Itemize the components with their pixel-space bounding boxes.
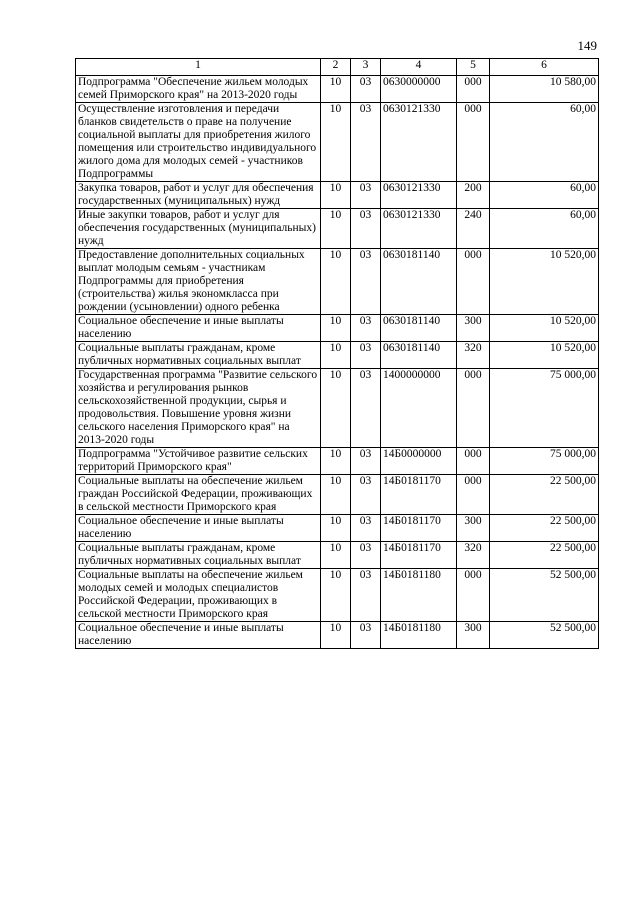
row-subsection: 03 [351,515,381,542]
row-section: 10 [321,209,351,249]
row-amount: 10 520,00 [490,342,599,369]
row-target: 0630000000 [381,76,457,103]
table-row [76,475,599,515]
table-row [76,315,599,342]
row-expense-type: 000 [457,103,490,182]
row-expense-type: 000 [457,448,490,475]
row-target: 1400000000 [381,369,457,448]
table-row [76,249,599,315]
row-subsection: 03 [351,342,381,369]
row-amount: 75 000,00 [490,448,599,475]
row-section: 10 [321,542,351,569]
row-expense-type: 000 [457,369,490,448]
row-expense-type: 000 [457,76,490,103]
row-subsection: 03 [351,542,381,569]
table-row [76,369,599,448]
row-target: 14Б0181180 [381,622,457,649]
row-subsection: 03 [351,448,381,475]
budget-table [75,58,599,649]
row-name: Социальное обеспечение и иные выплаты населению [76,515,321,542]
row-subsection: 03 [351,369,381,448]
row-section: 10 [321,622,351,649]
row-section: 10 [321,475,351,515]
table-row [76,542,599,569]
header-col-2: 2 [321,59,351,76]
row-amount: 75 000,00 [490,369,599,448]
row-section: 10 [321,369,351,448]
row-section: 10 [321,515,351,542]
row-target: 0630121330 [381,182,457,209]
row-expense-type: 300 [457,515,490,542]
page-number: 149 [577,38,597,53]
row-subsection: 03 [351,315,381,342]
row-expense-type: 000 [457,475,490,515]
header-col-6: 6 [490,59,599,76]
row-amount: 60,00 [490,103,599,182]
header-col-1: 1 [76,59,321,76]
row-target: 14Б0181170 [381,542,457,569]
row-name: Государственная программа "Развитие сельского хозяйства и регулирования рынков сельскохозяйственной продукции, сырья и продовольствия. Повышение уровня жизни сельского населения Приморского края" на 2013-2020 годы [76,369,321,448]
row-subsection: 03 [351,209,381,249]
row-expense-type: 300 [457,622,490,649]
row-expense-type: 200 [457,182,490,209]
row-target: 14Б0181170 [381,475,457,515]
row-amount: 60,00 [490,182,599,209]
row-amount: 10 520,00 [490,315,599,342]
row-section: 10 [321,103,351,182]
row-section: 10 [321,569,351,622]
row-expense-type: 000 [457,569,490,622]
row-target: 14Б0000000 [381,448,457,475]
row-subsection: 03 [351,569,381,622]
row-name: Социальные выплаты на обеспечение жильем граждан Российской Федерации, проживающих в сельской местности Приморского края [76,475,321,515]
row-target: 0630181140 [381,342,457,369]
row-section: 10 [321,182,351,209]
row-expense-type: 320 [457,542,490,569]
header-col-4: 4 [381,59,457,76]
row-name: Социальные выплаты гражданам, кроме публичных нормативных социальных выплат [76,542,321,569]
row-section: 10 [321,448,351,475]
row-amount: 22 500,00 [490,515,599,542]
row-name: Предоставление дополнительных социальных выплат молодым семьям - участникам Подпрограммы для приобретения (строительства) жилья экономкласса при рождении (усыновлении) одного ребенка [76,249,321,315]
header-row [76,59,599,76]
row-name: Иные закупки товаров, работ и услуг для обеспечения государственных (муниципальных) нужд [76,209,321,249]
row-amount: 22 500,00 [490,475,599,515]
table-row [76,622,599,649]
row-amount: 10 520,00 [490,249,599,315]
header-col-3: 3 [351,59,381,76]
table-row [76,76,599,103]
row-name: Социальные выплаты на обеспечение жильем молодых семей и молодых специалистов Российской Федерации, проживающих в сельской местности Приморского края [76,569,321,622]
row-name: Социальные выплаты гражданам, кроме публичных нормативных социальных выплат [76,342,321,369]
table-row [76,448,599,475]
row-target: 14Б0181170 [381,515,457,542]
table-row [76,342,599,369]
row-section: 10 [321,249,351,315]
row-amount: 52 500,00 [490,622,599,649]
table-row [76,569,599,622]
row-name: Социальное обеспечение и иные выплаты населению [76,622,321,649]
row-name: Подпрограмма "Устойчивое развитие сельских территорий Приморского края" [76,448,321,475]
row-subsection: 03 [351,249,381,315]
row-amount: 52 500,00 [490,569,599,622]
header-col-5: 5 [457,59,490,76]
row-target: 14Б0181180 [381,569,457,622]
row-expense-type: 320 [457,342,490,369]
row-expense-type: 240 [457,209,490,249]
row-target: 0630121330 [381,209,457,249]
row-amount: 22 500,00 [490,542,599,569]
row-section: 10 [321,315,351,342]
row-target: 0630181140 [381,249,457,315]
row-amount: 10 580,00 [490,76,599,103]
row-name: Закупка товаров, работ и услуг для обеспечения государственных (муниципальных) нужд [76,182,321,209]
row-section: 10 [321,342,351,369]
row-target: 0630121330 [381,103,457,182]
row-name: Социальное обеспечение и иные выплаты населению [76,315,321,342]
row-expense-type: 000 [457,249,490,315]
table-row [76,515,599,542]
row-name: Осуществление изготовления и передачи бланков свидетельств о праве на получение социальной выплаты для приобретения жилого помещения или строительство индивидуального жилого дома для молодых семей - участников Подпрограммы [76,103,321,182]
table-row [76,209,599,249]
row-subsection: 03 [351,622,381,649]
row-amount: 60,00 [490,209,599,249]
row-section: 10 [321,76,351,103]
table-row [76,103,599,182]
row-target: 0630181140 [381,315,457,342]
row-subsection: 03 [351,475,381,515]
table-row [76,182,599,209]
row-name: Подпрограмма "Обеспечение жильем молодых семей Приморского края" на 2013-2020 годы [76,76,321,103]
row-expense-type: 300 [457,315,490,342]
row-subsection: 03 [351,103,381,182]
row-subsection: 03 [351,182,381,209]
row-subsection: 03 [351,76,381,103]
